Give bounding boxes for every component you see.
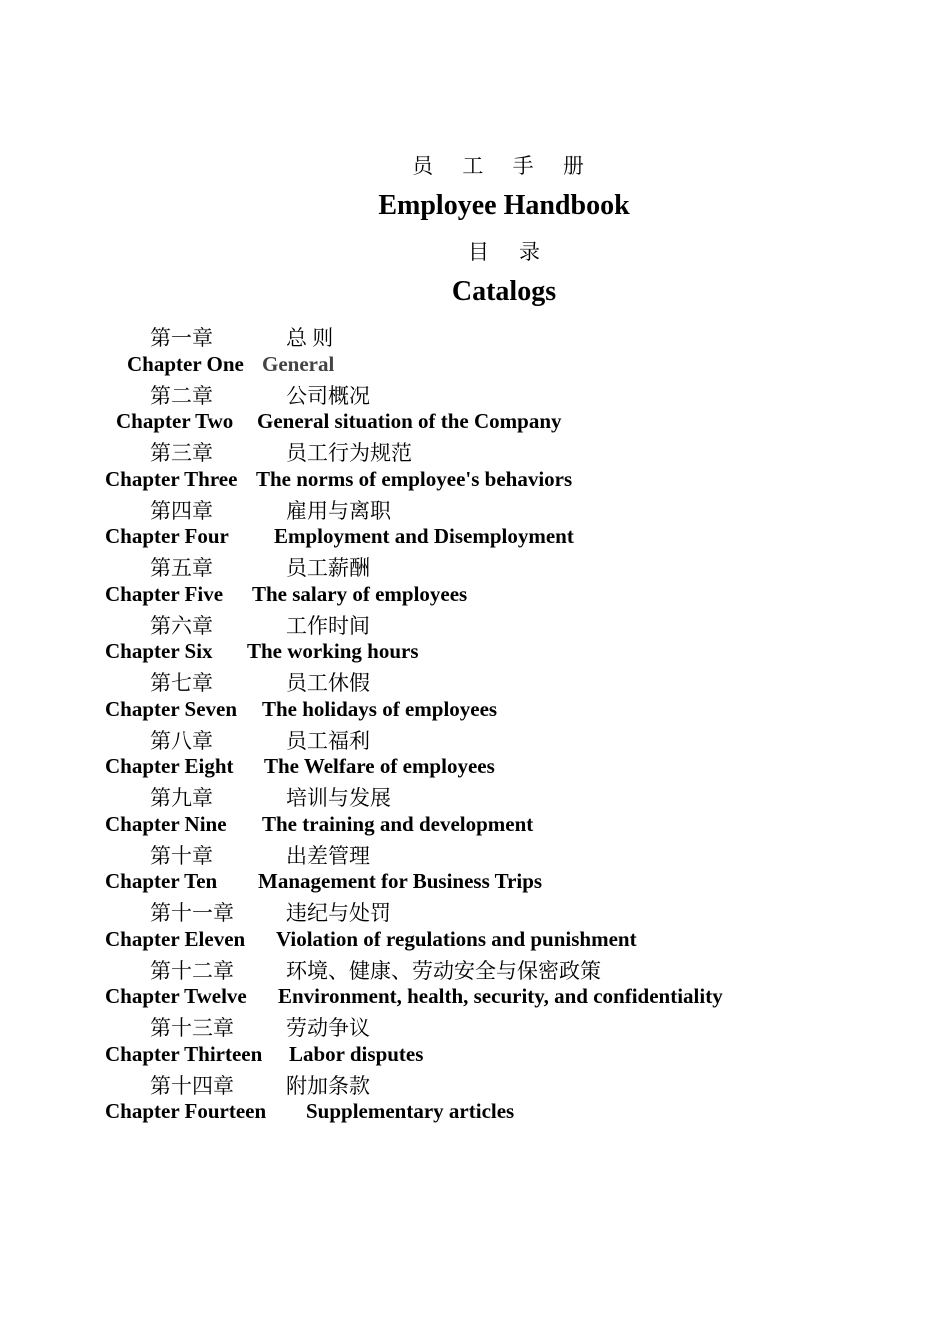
chapter-10-cn-title: 出差管理 xyxy=(286,844,370,868)
chapter-3-cn-title: 员工行为规范 xyxy=(286,441,412,465)
chapter-2-cn-number: 第二章 xyxy=(150,384,213,408)
chapter-7-cn-title: 员工休假 xyxy=(286,671,370,695)
chapter-7-cn-number: 第七章 xyxy=(150,671,213,695)
chapter-6-en-title: The working hours xyxy=(247,639,419,663)
chapter-1-en-title: General xyxy=(262,352,335,376)
chapter-12-en-number: Chapter Twelve xyxy=(105,984,247,1008)
chapter-11-cn-number: 第十一章 xyxy=(150,901,234,925)
chapter-4-en-number: Chapter Four xyxy=(105,524,229,548)
chapter-1-cn-title: 总 则 xyxy=(286,326,334,350)
chapter-9-en-title: The training and development xyxy=(262,812,534,836)
chapter-13-cn-number: 第十三章 xyxy=(150,1016,234,1040)
chapter-10-en-number: Chapter Ten xyxy=(105,869,218,893)
chapter-1-en-number: Chapter One xyxy=(127,352,244,376)
chapter-10-cn-number: 第十章 xyxy=(150,844,213,868)
chapter-2-en-title: General situation of the Company xyxy=(257,409,562,433)
chapter-13-en-number: Chapter Thirteen xyxy=(105,1042,263,1066)
chapter-14-en-number: Chapter Fourteen xyxy=(105,1099,267,1123)
chapter-9-en-number: Chapter Nine xyxy=(105,812,227,836)
chapter-3-en-title: The norms of employee's behaviors xyxy=(256,467,573,491)
chapter-8-cn-title: 员工福利 xyxy=(286,729,370,753)
chapter-13-cn-title: 劳动争议 xyxy=(286,1016,370,1040)
chapter-5-en-title: The salary of employees xyxy=(252,582,468,606)
chapter-2-en-number: Chapter Two xyxy=(116,409,234,433)
chapter-13-en-title: Labor disputes xyxy=(289,1042,424,1066)
chapter-6-cn-number: 第六章 xyxy=(150,614,213,638)
chapter-2-cn-title: 公司概况 xyxy=(286,384,370,408)
title-chinese: 员 工 手 册 xyxy=(412,154,596,178)
chapter-7-en-number: Chapter Seven xyxy=(105,697,238,721)
chapter-4-en-title: Employment and Disemployment xyxy=(274,524,574,548)
chapter-4-cn-number: 第四章 xyxy=(150,499,213,523)
chapter-6-cn-title: 工作时间 xyxy=(286,614,370,638)
chapter-12-cn-title: 环境、健康、劳动安全与保密政策 xyxy=(286,959,601,983)
catalog-heading-english: Catalogs xyxy=(451,276,557,307)
chapter-7-en-title: The holidays of employees xyxy=(262,697,498,721)
chapter-5-en-number: Chapter Five xyxy=(105,582,224,606)
chapter-14-en-title: Supplementary articles xyxy=(306,1099,515,1123)
chapter-14-cn-number: 第十四章 xyxy=(150,1074,234,1098)
catalog-char-2: 录 xyxy=(519,240,540,264)
chapter-3-en-number: Chapter Three xyxy=(105,467,238,491)
chapter-6-en-number: Chapter Six xyxy=(105,639,213,663)
chapter-8-cn-number: 第八章 xyxy=(150,729,213,753)
chapter-5-cn-number: 第五章 xyxy=(150,556,213,580)
chapter-11-cn-title: 违纪与处罚 xyxy=(286,901,391,925)
chapter-9-cn-number: 第九章 xyxy=(150,786,213,810)
chapter-11-en-number: Chapter Eleven xyxy=(105,927,246,951)
chapter-8-en-number: Chapter Eight xyxy=(105,754,234,778)
catalog-char-1: 目 xyxy=(468,240,489,264)
chapter-4-cn-title: 雇用与离职 xyxy=(286,499,391,523)
chapter-10-en-title: Management for Business Trips xyxy=(258,869,543,893)
chapter-1-cn-number: 第一章 xyxy=(150,326,213,350)
chapter-12-en-title: Environment, health, security, and confidentiality xyxy=(278,984,723,1008)
catalog-heading-chinese xyxy=(0,236,950,266)
chapter-9-cn-title: 培训与发展 xyxy=(286,786,391,810)
chapter-5-cn-title: 员工薪酬 xyxy=(286,556,370,580)
chapter-3-cn-number: 第三章 xyxy=(150,441,213,465)
title-english: Employee Handbook xyxy=(378,190,630,221)
chapter-11-en-title: Violation of regulations and punishment xyxy=(276,927,637,951)
chapter-14-cn-title: 附加条款 xyxy=(286,1074,370,1098)
chapter-8-en-title: The Welfare of employees xyxy=(264,754,495,778)
chapter-12-cn-number: 第十二章 xyxy=(150,959,234,983)
